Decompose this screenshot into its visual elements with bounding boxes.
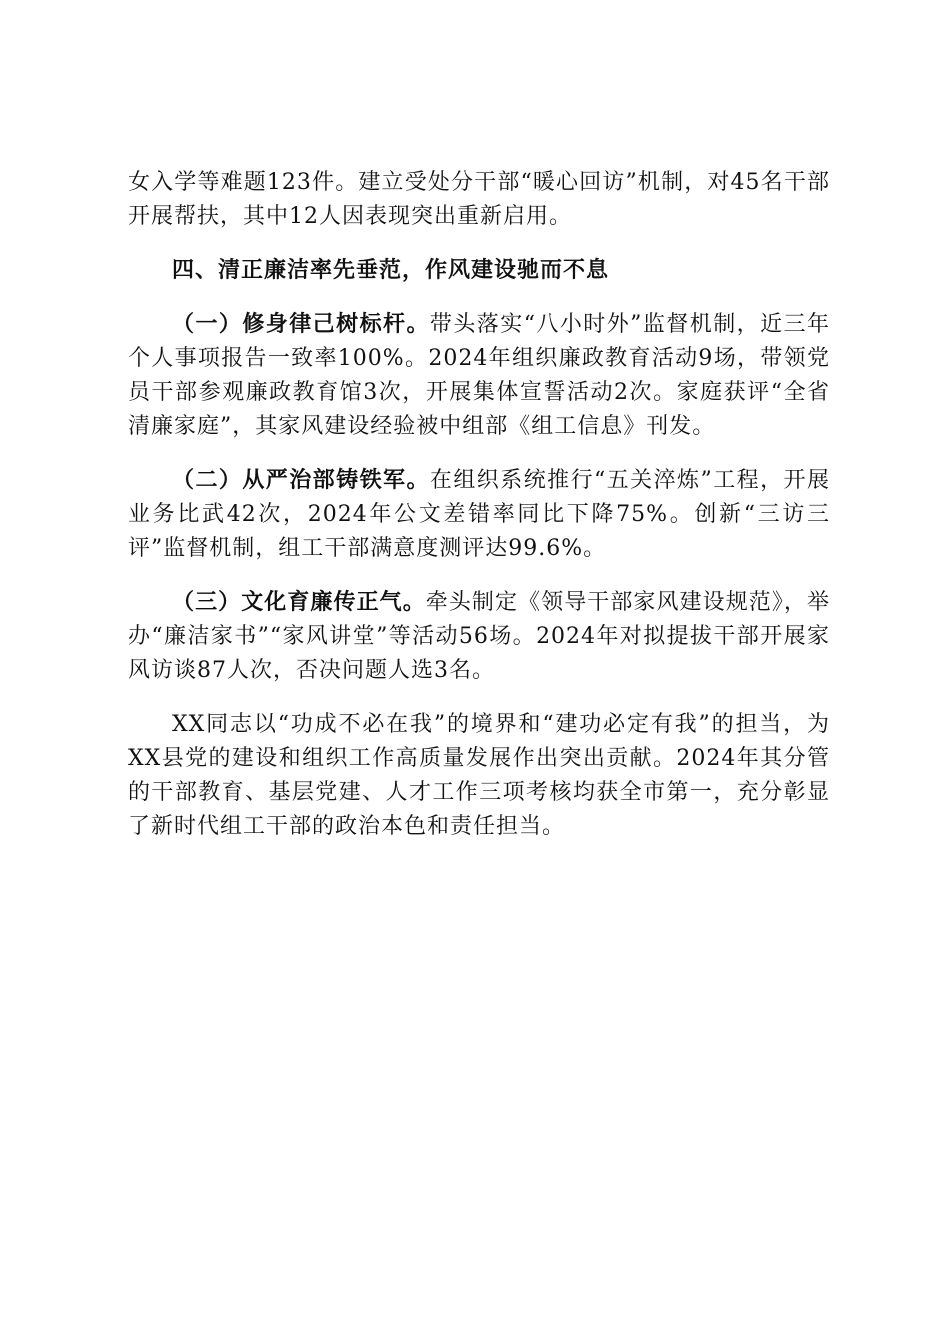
item-body-2: 在组织系统推行“五关淬炼”工程，开展业务比武42次，2024年公文差错率同比下降75%。创新“三访三评”监督机制，组工干部满意度测评达99.6%。 [128, 468, 830, 561]
conclusion-paragraph: XX同志以“功成不必在我”的境界和“建功必定有我”的担当，为XX县党的建设和组织工作高质量发展作出突出贡献。2024年其分管的干部教育、基层党建、人才工作三项考核均获全市第一，充分彰显了新时代组工干部的政治本色和责任担当。 [128, 712, 830, 839]
document-body [128, 166, 830, 864]
item-body-3: 牵头制定《领导干部家风建设规范》，举办“廉洁家书”“家风讲堂”等活动56场。2024年对拟提拔干部开展家风访谈87人次，否决问题人选3名。 [128, 590, 830, 683]
item-paragraph-3 [128, 586, 830, 688]
continuation-paragraph: 女入学等难题123件。建立受处分干部“暖心回访”机制，对45名干部开展帮扶，其中12人因表现突出重新启用。 [128, 170, 830, 229]
item-lead-1: （一）修身律己树标杆。 [172, 312, 430, 337]
item-body-1: 带头落实“八小时外”监督机制，近三年个人事项报告一致率100%。2024年组织廉政教育活动9场，带领党员干部参观廉政教育馆3次，开展集体宣誓活动2次。家庭获评“全省清廉家庭”，其家风建设经验被中组部《组工信息》刊发。 [128, 312, 830, 439]
item-lead-2: （二）从严治部铸铁军。 [172, 468, 430, 493]
item-paragraph-2 [128, 464, 830, 566]
item-paragraph-1 [128, 308, 830, 444]
item-lead-3: （三）文化育廉传正气。 [172, 590, 426, 615]
section-heading: 四、清正廉洁率先垂范，作风建设驰而不息 [172, 258, 610, 283]
